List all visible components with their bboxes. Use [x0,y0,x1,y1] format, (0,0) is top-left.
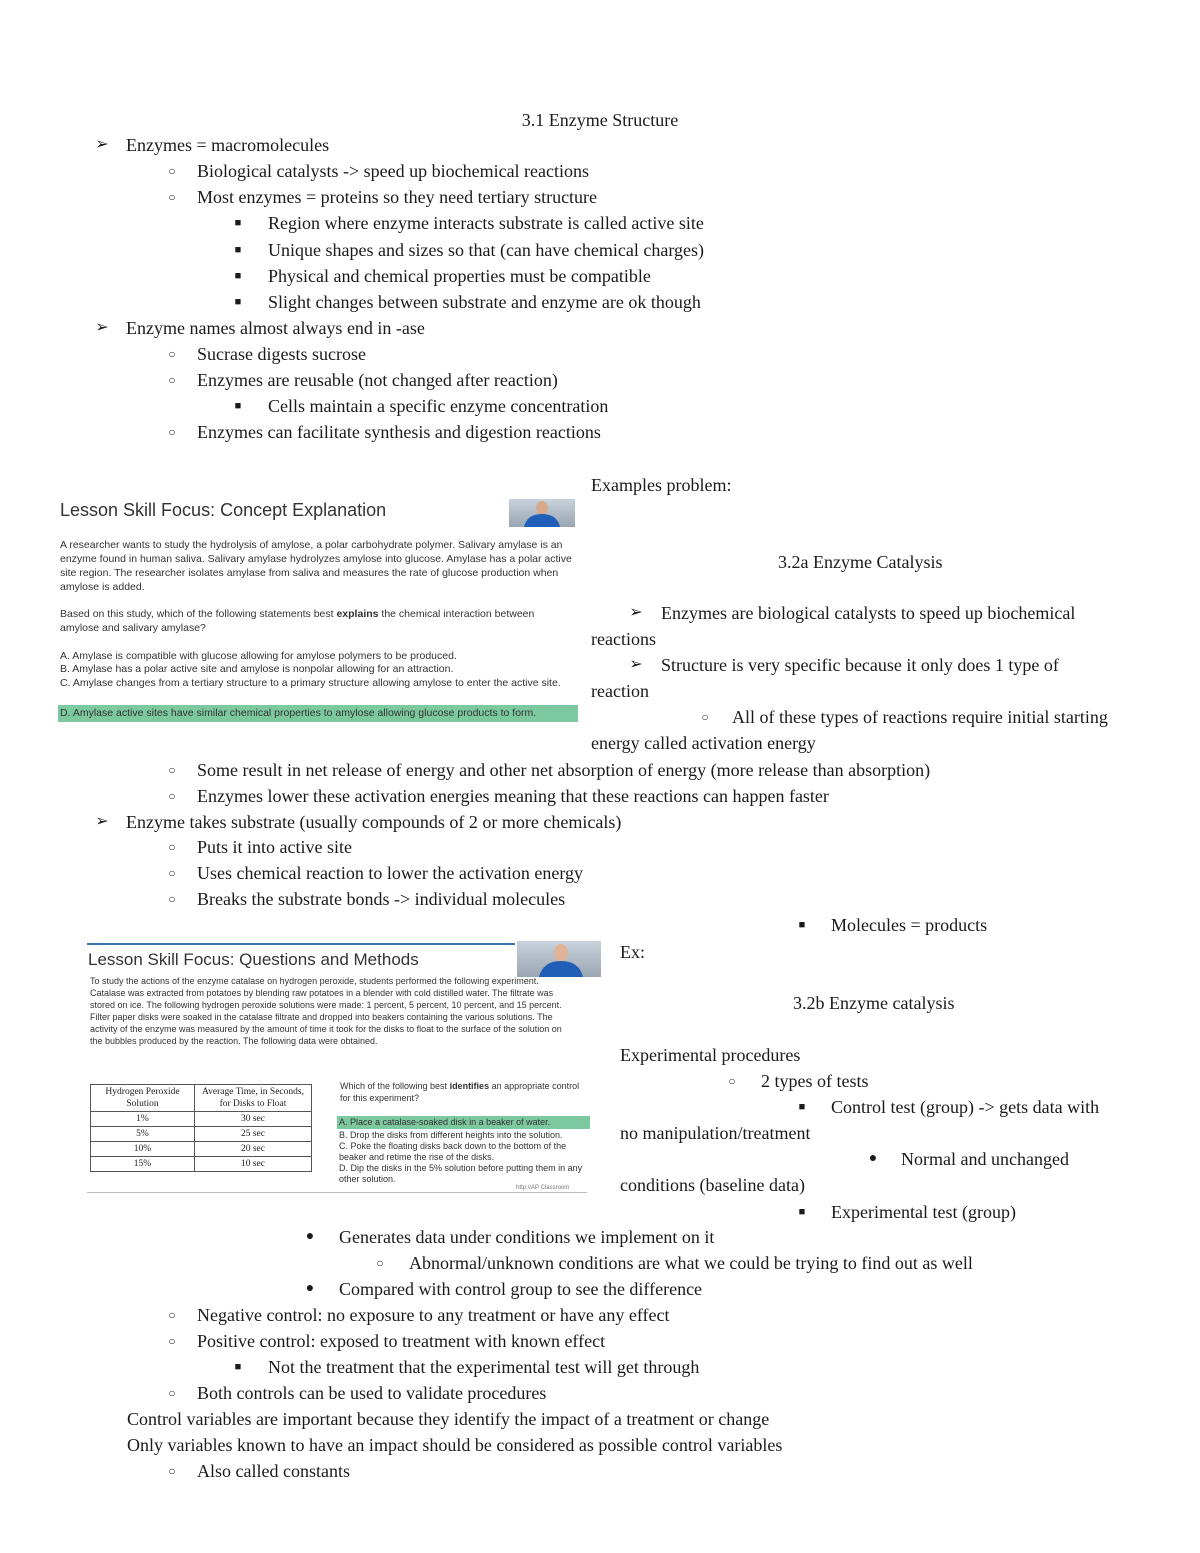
note-line: Puts it into active site [197,837,352,857]
section-heading-enzyme-structure: 3.1 Enzyme Structure [521,110,679,130]
table-cell: 20 sec [195,1142,312,1157]
note-line: Enzyme takes substrate (usually compounds of 2 or more chemicals) [126,812,622,832]
presenter-photo [517,941,601,977]
answer-option-d-highlighted: D. Amylase active sites have similar chemical properties to amylose allowing glucose products to form. [58,705,578,722]
answer-option-a: A. Amylase is compatible with glucose allowing for amylose polymers to be produced. [60,650,457,662]
note-line-continued: conditions (baseline data) [620,1175,805,1195]
slide-passage: To study the actions of the enzyme catalase on hydrogen peroxide, students performed the following experiment. Catalase was extracted from potatoes by blending raw potatoes in a blender with cold distilled water. The filtrate was stored on ice. The following hydrogen peroxide solutions were made: 1 percent, 5 percent, 10 percent, and 15 percent. Filter paper disks were soaked in the catalase filtrate and dropped into beakers containing the various solutions. The activity of the enzyme was measured by the amount of time it took for the disks to float to the surface of the solution on the bubbles produced by the reaction. The following data were obtained. [90,976,562,1046]
slide-concept-explanation [57,496,579,740]
circle-bullet-icon: ○ [728,1074,736,1088]
note-line: Most enzymes = proteins so they need tertiary structure [197,187,598,207]
answer-option-b: B. Amylase has a polar active site and amylose is nonpolar allowing for an attraction. [60,663,454,675]
note-line: Compared with control group to see the difference [339,1279,703,1299]
presenter-photo [509,499,575,527]
circle-bullet-icon: ○ [376,1256,384,1270]
note-line: Not the treatment that the experimental test will get through [268,1357,700,1377]
note-line: Enzyme names almost always end in -ase [126,318,425,338]
table-cell: 10 sec [195,1157,312,1172]
table-row [91,1127,312,1142]
note-line: Normal and unchanged [901,1149,1069,1169]
circle-bullet-icon: ○ [168,1464,176,1478]
note-line: Enzymes are reusable (not changed after reaction) [197,370,558,390]
slide-title-rule [87,943,515,945]
arrow-bullet-icon: ➢ [95,813,109,830]
note-line: Uses chemical reaction to lower the activation energy [197,863,584,883]
answer-option-b: B. Drop the disks from different heights into the solution. [339,1130,563,1140]
circle-bullet-icon: ○ [168,892,176,906]
note-line: Enzymes are biological catalysts to speed up biochemical [661,603,1076,623]
square-bullet-icon: ■ [234,296,242,308]
table-cell: 25 sec [195,1127,312,1142]
note-line: Region where enzyme interacts substrate is called active site [268,213,704,233]
note-line: Enzymes = macromolecules [126,135,330,155]
table-cell: 15% [91,1157,195,1172]
note-line: Generates data under conditions we implement on it [339,1227,715,1247]
answer-option-c: C. Amylase changes from a tertiary structure to a primary structure allowing amylose to enter the active site. [60,677,561,689]
square-bullet-icon: ■ [234,217,242,229]
circle-bullet-icon: ○ [168,164,176,178]
note-line: Control test (group) -> gets data with [831,1097,1100,1117]
arrow-bullet-icon: ➢ [95,319,109,336]
dot-bullet-icon: ● [305,1229,315,1244]
note-line: Positive control: exposed to treatment with known effect [197,1331,606,1351]
presenter-icon [517,941,601,977]
square-bullet-icon: ■ [798,919,806,931]
note-line-continued: reaction [591,681,649,701]
data-table [90,1084,312,1172]
slide-footer: http://AP Classroom [516,1185,570,1191]
answer-option-a-highlighted: A. Place a catalase-soaked disk in a beaker of water. [337,1116,590,1129]
slide-title: Lesson Skill Focus: Concept Explanation [60,500,387,520]
slide-questions-and-methods [86,940,604,1202]
square-bullet-icon: ■ [234,270,242,282]
square-bullet-icon: ■ [234,1361,242,1373]
note-line: All of these types of reactions require initial starting [732,707,1108,727]
circle-bullet-icon: ○ [701,710,709,724]
note-line: Unique shapes and sizes so that (can have chemical charges) [268,240,704,260]
note-line: Abnormal/unknown conditions are what we could be trying to find out as well [409,1253,973,1273]
answer-option-c: C. Poke the floating disks back down to the bottom of the beaker and retime the rise of the disks. [339,1141,567,1162]
circle-bullet-icon: ○ [168,866,176,880]
note-line: Breaks the substrate bonds -> individual molecules [197,889,566,909]
presenter-icon [509,499,575,527]
square-bullet-icon: ■ [798,1206,806,1218]
note-line: Experimental test (group) [831,1202,1016,1222]
note-line: Only variables known to have an impact should be considered as possible control variables [127,1435,783,1455]
slide-question: Which of the following best identifies an appropriate control for this experiment? [340,1081,580,1103]
note-line: Enzymes lower these activation energies meaning that these reactions can happen faster [197,786,829,806]
table-header: Hydrogen Peroxide Solution [91,1085,195,1112]
note-line: Enzymes can facilitate synthesis and digestion reactions [197,422,601,442]
section-heading-enzyme-catalysis: 3.2a Enzyme Catalysis [778,552,943,572]
circle-bullet-icon: ○ [168,425,176,439]
note-line: 2 types of tests [761,1071,869,1091]
table-row [91,1112,312,1127]
section-heading-enzyme-catalysis-b: 3.2b Enzyme catalysis [793,993,955,1013]
note-line-continued: energy called activation energy [591,733,816,753]
circle-bullet-icon: ○ [168,1386,176,1400]
circle-bullet-icon: ○ [168,763,176,777]
circle-bullet-icon: ○ [168,347,176,361]
note-line: Structure is very specific because it only does 1 type of [661,655,1059,675]
note-line-continued: no manipulation/treatment [620,1123,811,1143]
ex-label: Ex: [620,942,645,962]
slide-question: Based on this study, which of the following statements best explains the chemical interaction between amylose and salivary amylase? [60,608,535,634]
examples-label: Examples problem: [591,475,732,495]
note-line: Slight changes between substrate and enzyme are ok though [268,292,701,312]
note-line-continued: reactions [591,629,656,649]
table-cell: 1% [91,1112,195,1127]
arrow-bullet-icon: ➢ [629,604,643,621]
arrow-bullet-icon: ➢ [95,136,109,153]
slide-bottom-rule [87,1192,587,1193]
circle-bullet-icon: ○ [168,789,176,803]
note-line: Physical and chemical properties must be compatible [268,266,651,286]
note-line: Negative control: no exposure to any treatment or have any effect [197,1305,670,1325]
circle-bullet-icon: ○ [168,1308,176,1322]
table-cell: 30 sec [195,1112,312,1127]
note-line: Experimental procedures [620,1045,801,1065]
circle-bullet-icon: ○ [168,190,176,204]
table-cell: 5% [91,1127,195,1142]
table-cell: 10% [91,1142,195,1157]
answer-option-d: D. Dip the disks in the 5% solution before putting them in any other solution. [339,1163,583,1184]
note-line: Biological catalysts -> speed up biochemical reactions [197,161,590,181]
dot-bullet-icon: ● [305,1281,315,1296]
arrow-bullet-icon: ➢ [629,656,643,673]
note-line: Molecules = products [831,915,988,935]
circle-bullet-icon: ○ [168,840,176,854]
square-bullet-icon: ■ [234,400,242,412]
square-bullet-icon: ■ [798,1101,806,1113]
note-line: Some result in net release of energy and other net absorption of energy (more release than absorption) [197,760,931,780]
note-line: Both controls can be used to validate procedures [197,1383,547,1403]
slide-title: Lesson Skill Focus: Questions and Methods [88,950,419,969]
square-bullet-icon: ■ [234,244,242,256]
dot-bullet-icon: ● [868,1151,878,1166]
table-header: Average Time, in Seconds, for Disks to Float [195,1085,312,1112]
table-row [91,1157,312,1172]
note-line: Also called constants [197,1461,350,1481]
slide-passage: A researcher wants to study the hydrolysis of amylose, a polar carbohydrate polymer. Salivary amylase is an enzyme found in human saliva. Salivary amylase hydrolyzes amylose into glucose. Amylase has a polar active site region. The researcher isolates amylase from saliva and measures the rate of glucose production when amylose is added. [60,539,572,593]
circle-bullet-icon: ○ [168,373,176,387]
table-row [91,1142,312,1157]
note-line: Cells maintain a specific enzyme concentration [268,396,609,416]
circle-bullet-icon: ○ [168,1334,176,1348]
note-line: Control variables are important because they identify the impact of a treatment or change [127,1409,770,1429]
note-line: Sucrase digests sucrose [197,344,366,364]
